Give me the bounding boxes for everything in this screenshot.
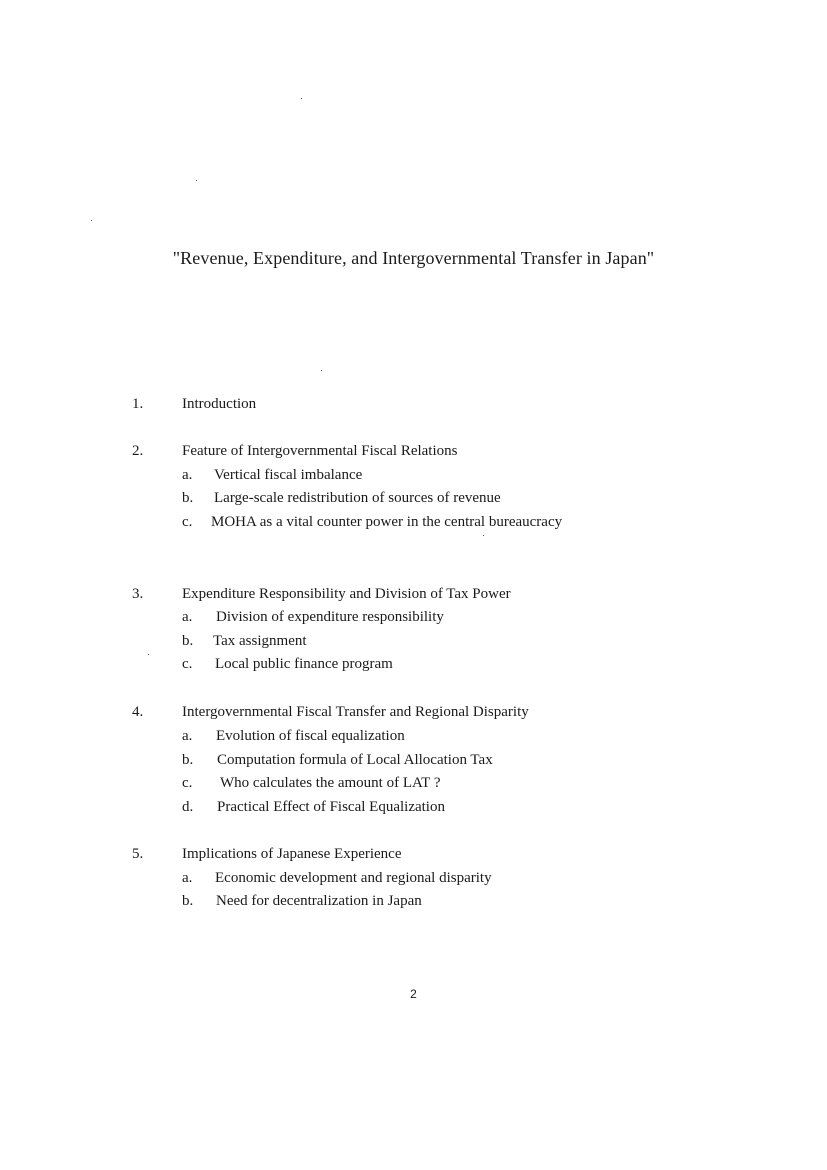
document-title: "Revenue, Expenditure, and Intergovernmental Transfer in Japan": [172, 248, 655, 268]
scan-speck: [196, 180, 197, 181]
outline-subitem: [0, 870, 827, 890]
subitem-letter: b.: [182, 490, 194, 506]
subitem-text: Division of expenditure responsibility: [216, 609, 444, 625]
outline-subitem: [0, 752, 827, 772]
section-title: Expenditure Responsibility and Division of Tax Power: [182, 586, 511, 602]
scan-speck: [483, 535, 484, 536]
section-title: Feature of Intergovernmental Fiscal Relations: [182, 443, 458, 459]
outline-subitem: [0, 609, 827, 629]
section-number: 1.: [132, 396, 144, 412]
scan-speck: [91, 220, 92, 221]
section-number: 4.: [132, 704, 144, 720]
page-number: 2: [410, 987, 417, 1001]
scan-speck: [148, 654, 149, 655]
outline-subitem: [0, 799, 827, 819]
section-number: 2.: [132, 443, 144, 459]
outline-subitem: [0, 893, 827, 913]
subitem-text: Evolution of fiscal equalization: [216, 728, 405, 744]
subitem-letter: c.: [182, 514, 193, 530]
subitem-text: Large-scale redistribution of sources of revenue: [214, 490, 501, 506]
scan-speck: [321, 370, 322, 371]
outline-subitem: [0, 775, 827, 795]
subitem-text: Who calculates the amount of LAT ?: [220, 775, 441, 791]
outline-subitem: [0, 656, 827, 676]
section-title: Implications of Japanese Experience: [182, 846, 402, 862]
section-title: Intergovernmental Fiscal Transfer and Regional Disparity: [182, 704, 529, 720]
section-title: Introduction: [182, 396, 257, 412]
subitem-letter: d.: [182, 799, 194, 815]
outline-subitem: [0, 467, 827, 487]
section-number: 5.: [132, 846, 144, 862]
subitem-text: Local public finance program: [215, 656, 393, 672]
subitem-letter: a.: [182, 467, 193, 483]
subitem-letter: c.: [182, 656, 193, 672]
subitem-text: Tax assignment: [213, 633, 307, 649]
subitem-text: MOHA as a vital counter power in the central bureaucracy: [211, 514, 563, 530]
subitem-letter: a.: [182, 870, 193, 886]
outline-subitem: [0, 633, 827, 653]
scan-speck: [301, 98, 302, 99]
subitem-text: Practical Effect of Fiscal Equalization: [217, 799, 445, 815]
outline-subitem: [0, 728, 827, 748]
subitem-letter: b.: [182, 893, 194, 909]
subitem-text: Economic development and regional disparity: [215, 870, 492, 886]
subitem-letter: b.: [182, 752, 194, 768]
section-number: 3.: [132, 586, 144, 602]
outline-subitem: [0, 490, 827, 510]
subitem-letter: a.: [182, 609, 193, 625]
subitem-text: Computation formula of Local Allocation Tax: [217, 752, 493, 768]
subitem-letter: c.: [182, 775, 193, 791]
subitem-text: Vertical fiscal imbalance: [214, 467, 363, 483]
subitem-text: Need for decentralization in Japan: [216, 893, 422, 909]
subitem-letter: a.: [182, 728, 193, 744]
subitem-letter: b.: [182, 633, 194, 649]
outline-subitem: [0, 514, 827, 534]
